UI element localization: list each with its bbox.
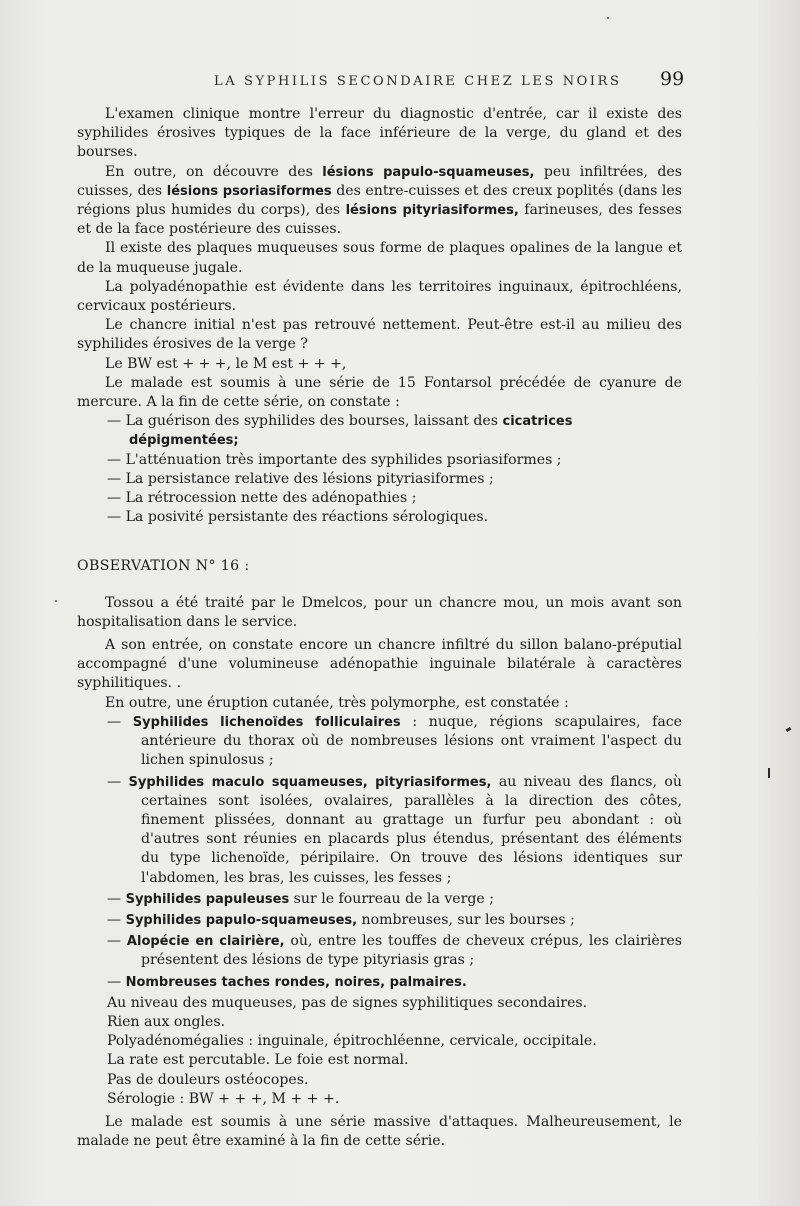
text-run: peu infiltrées, des cuisses, des xyxy=(77,163,682,199)
bold-term: lésions psoriasiformes xyxy=(166,183,332,199)
text-run: : nuque, régions scapulaires, face antérieure du thorax où de nombreuses lésions ont vraiment l'aspect du lichen spinulosus ; xyxy=(141,713,683,769)
line-serologie: Sérologie : BW + + +, M + + +. xyxy=(107,1090,340,1107)
paragraph-entry: A son entrée, on constate encore un chancre infiltré du sillon balano-préputial accompagné d'une volumineuse adénopathie inguinale bilatérale à caractères syphilitiques. . xyxy=(77,637,682,692)
paragraph-exam: L'examen clinique montre l'erreur du diagnostic d'entrée, car il existe des syphilides érosives typiques de la face inférieure de la verge, du gland et des bourses. xyxy=(77,106,682,161)
list-item xyxy=(77,932,682,970)
text-run: En outre, on découvre des xyxy=(105,163,323,180)
line-muqueuses: Au niveau des muqueuses, pas de signes syphilitiques secondaires. xyxy=(107,994,588,1011)
list-item xyxy=(77,773,682,888)
dash: — xyxy=(107,933,127,950)
paragraph-serology: Le BW est + + +, le M est + + +, xyxy=(105,355,347,372)
paragraph-lesions xyxy=(77,163,682,240)
text-run: — La guérison des syphilides des bourses, laissant des xyxy=(107,413,503,430)
list-item xyxy=(77,412,682,450)
paragraph-chancre: Le chancre initial n'est pas retrouvé nettement. Peut-être est-il au milieu des syphilides érosives de la verge ? xyxy=(77,317,682,353)
scan-speck xyxy=(607,17,609,19)
scan-speck xyxy=(55,600,57,602)
dash: — xyxy=(107,713,133,730)
paragraph-polyadenopathie: La polyadénopathie est évidente dans les territoires inguinaux, épitrochléens, cervicaux postérieurs. xyxy=(77,278,682,315)
paragraph-final: Le malade est soumis à une série massive d'attaques. Malheureusement, le malade ne peut être examiné à la fin de cette série. xyxy=(77,1113,682,1150)
list-item: — La posivité persistante des réactions sérologiques. xyxy=(107,509,489,526)
paragraph-treatment: Le malade est soumis à une série de 15 Fontarsol précédée de cyanure de mercure. A la fin de cette série, on constate : xyxy=(77,374,682,411)
text-run: sur le fourreau de la verge ; xyxy=(289,890,494,907)
line-douleurs: Pas de douleurs ostéocopes. xyxy=(107,1071,309,1088)
text-run: des entre-cuisses et des creux poplités (dans les régions plus humides du corps), des xyxy=(77,182,682,219)
list-item: — L'atténuation très importante des syphilides psoriasiformes ; xyxy=(107,451,562,468)
running-head: LA SYPHILIS SECONDAIRE CHEZ LES NOIRS xyxy=(214,74,622,89)
observation-title: OBSERVATION N° 16 : xyxy=(77,558,250,575)
bold-term: Nombreuses taches rondes, noires, palmaires. xyxy=(125,974,467,990)
text-run: au niveau des flancs, où certaines sont isolées, ovalaires, parallèles à la direction des côtes, finement plissées, donnant au grattage un furfur peu abondant : où d'autres sont réunies en placards plus étendus, présentant des éléments du type lichenoïde, péripilaire. On trouve des lésions identiques sur l'abdomen, les bras, les cuisses, les fesses ; xyxy=(141,773,682,886)
paragraph-tossou: Tossou a été traité par le Dmelcos, pour un chancre mou, un mois avant son hospitalisation dans le service. xyxy=(77,594,682,630)
list-item xyxy=(77,911,682,930)
dash: — xyxy=(107,890,126,907)
eruption-list xyxy=(77,713,682,992)
page-number: 99 xyxy=(660,68,685,90)
bold-term: lésions papulo-squameuses, xyxy=(322,164,535,180)
paragraph-plaques: Il existe des plaques muqueuses sous forme de plaques opalines de la langue et de la muqueuse jugale. xyxy=(77,240,682,276)
dash: — xyxy=(107,911,126,928)
bold-term: Syphilides lichenoïdes folliculaires xyxy=(132,714,401,730)
line-rate: La rate est percutable. Le foie est normal. xyxy=(107,1052,409,1069)
page-header xyxy=(0,68,800,94)
bold-term: Alopécie en clairière, xyxy=(126,934,285,950)
text-run: où, entre les touffes de cheveux crépus, les clairières présentent des lésions de type pityriasis gras ; xyxy=(141,933,683,969)
bold-term: Syphilides maculo squameuses, pityriasiformes, xyxy=(128,774,492,790)
list-item: — La persistance relative des lésions pityriasiformes ; xyxy=(107,470,494,487)
results-list xyxy=(77,412,682,527)
bold-term: cicatrices dépigmentées; xyxy=(129,414,573,449)
paragraph-eruption: En outre, une éruption cutanée, très polymorphe, est constatée : xyxy=(105,694,569,711)
list-item xyxy=(77,973,682,992)
scan-mark xyxy=(786,727,792,732)
text-run: nombreuses, sur les bourses ; xyxy=(357,911,575,928)
bold-term: Syphilides papuleuses xyxy=(125,891,290,907)
dash: — xyxy=(107,773,129,790)
list-item xyxy=(77,713,682,771)
bold-term: Syphilides papulo-squameuses, xyxy=(125,912,358,928)
line-ongles: Rien aux ongles. xyxy=(107,1013,226,1030)
text-run: farineuses, des fesses et de la face postérieure des cuisses. xyxy=(77,202,682,238)
line-polyadenomegalies: Polyadénomégalies : inguinale, épitrochléenne, cervicale, occipitale. xyxy=(107,1033,597,1050)
list-item: — La rétrocession nette des adénopathies ; xyxy=(107,490,417,507)
list-item xyxy=(77,890,682,909)
scan-mark xyxy=(768,768,770,778)
body-text xyxy=(77,105,682,1151)
dash: — xyxy=(107,973,126,990)
bold-term: lésions pityriasiformes, xyxy=(345,203,519,219)
